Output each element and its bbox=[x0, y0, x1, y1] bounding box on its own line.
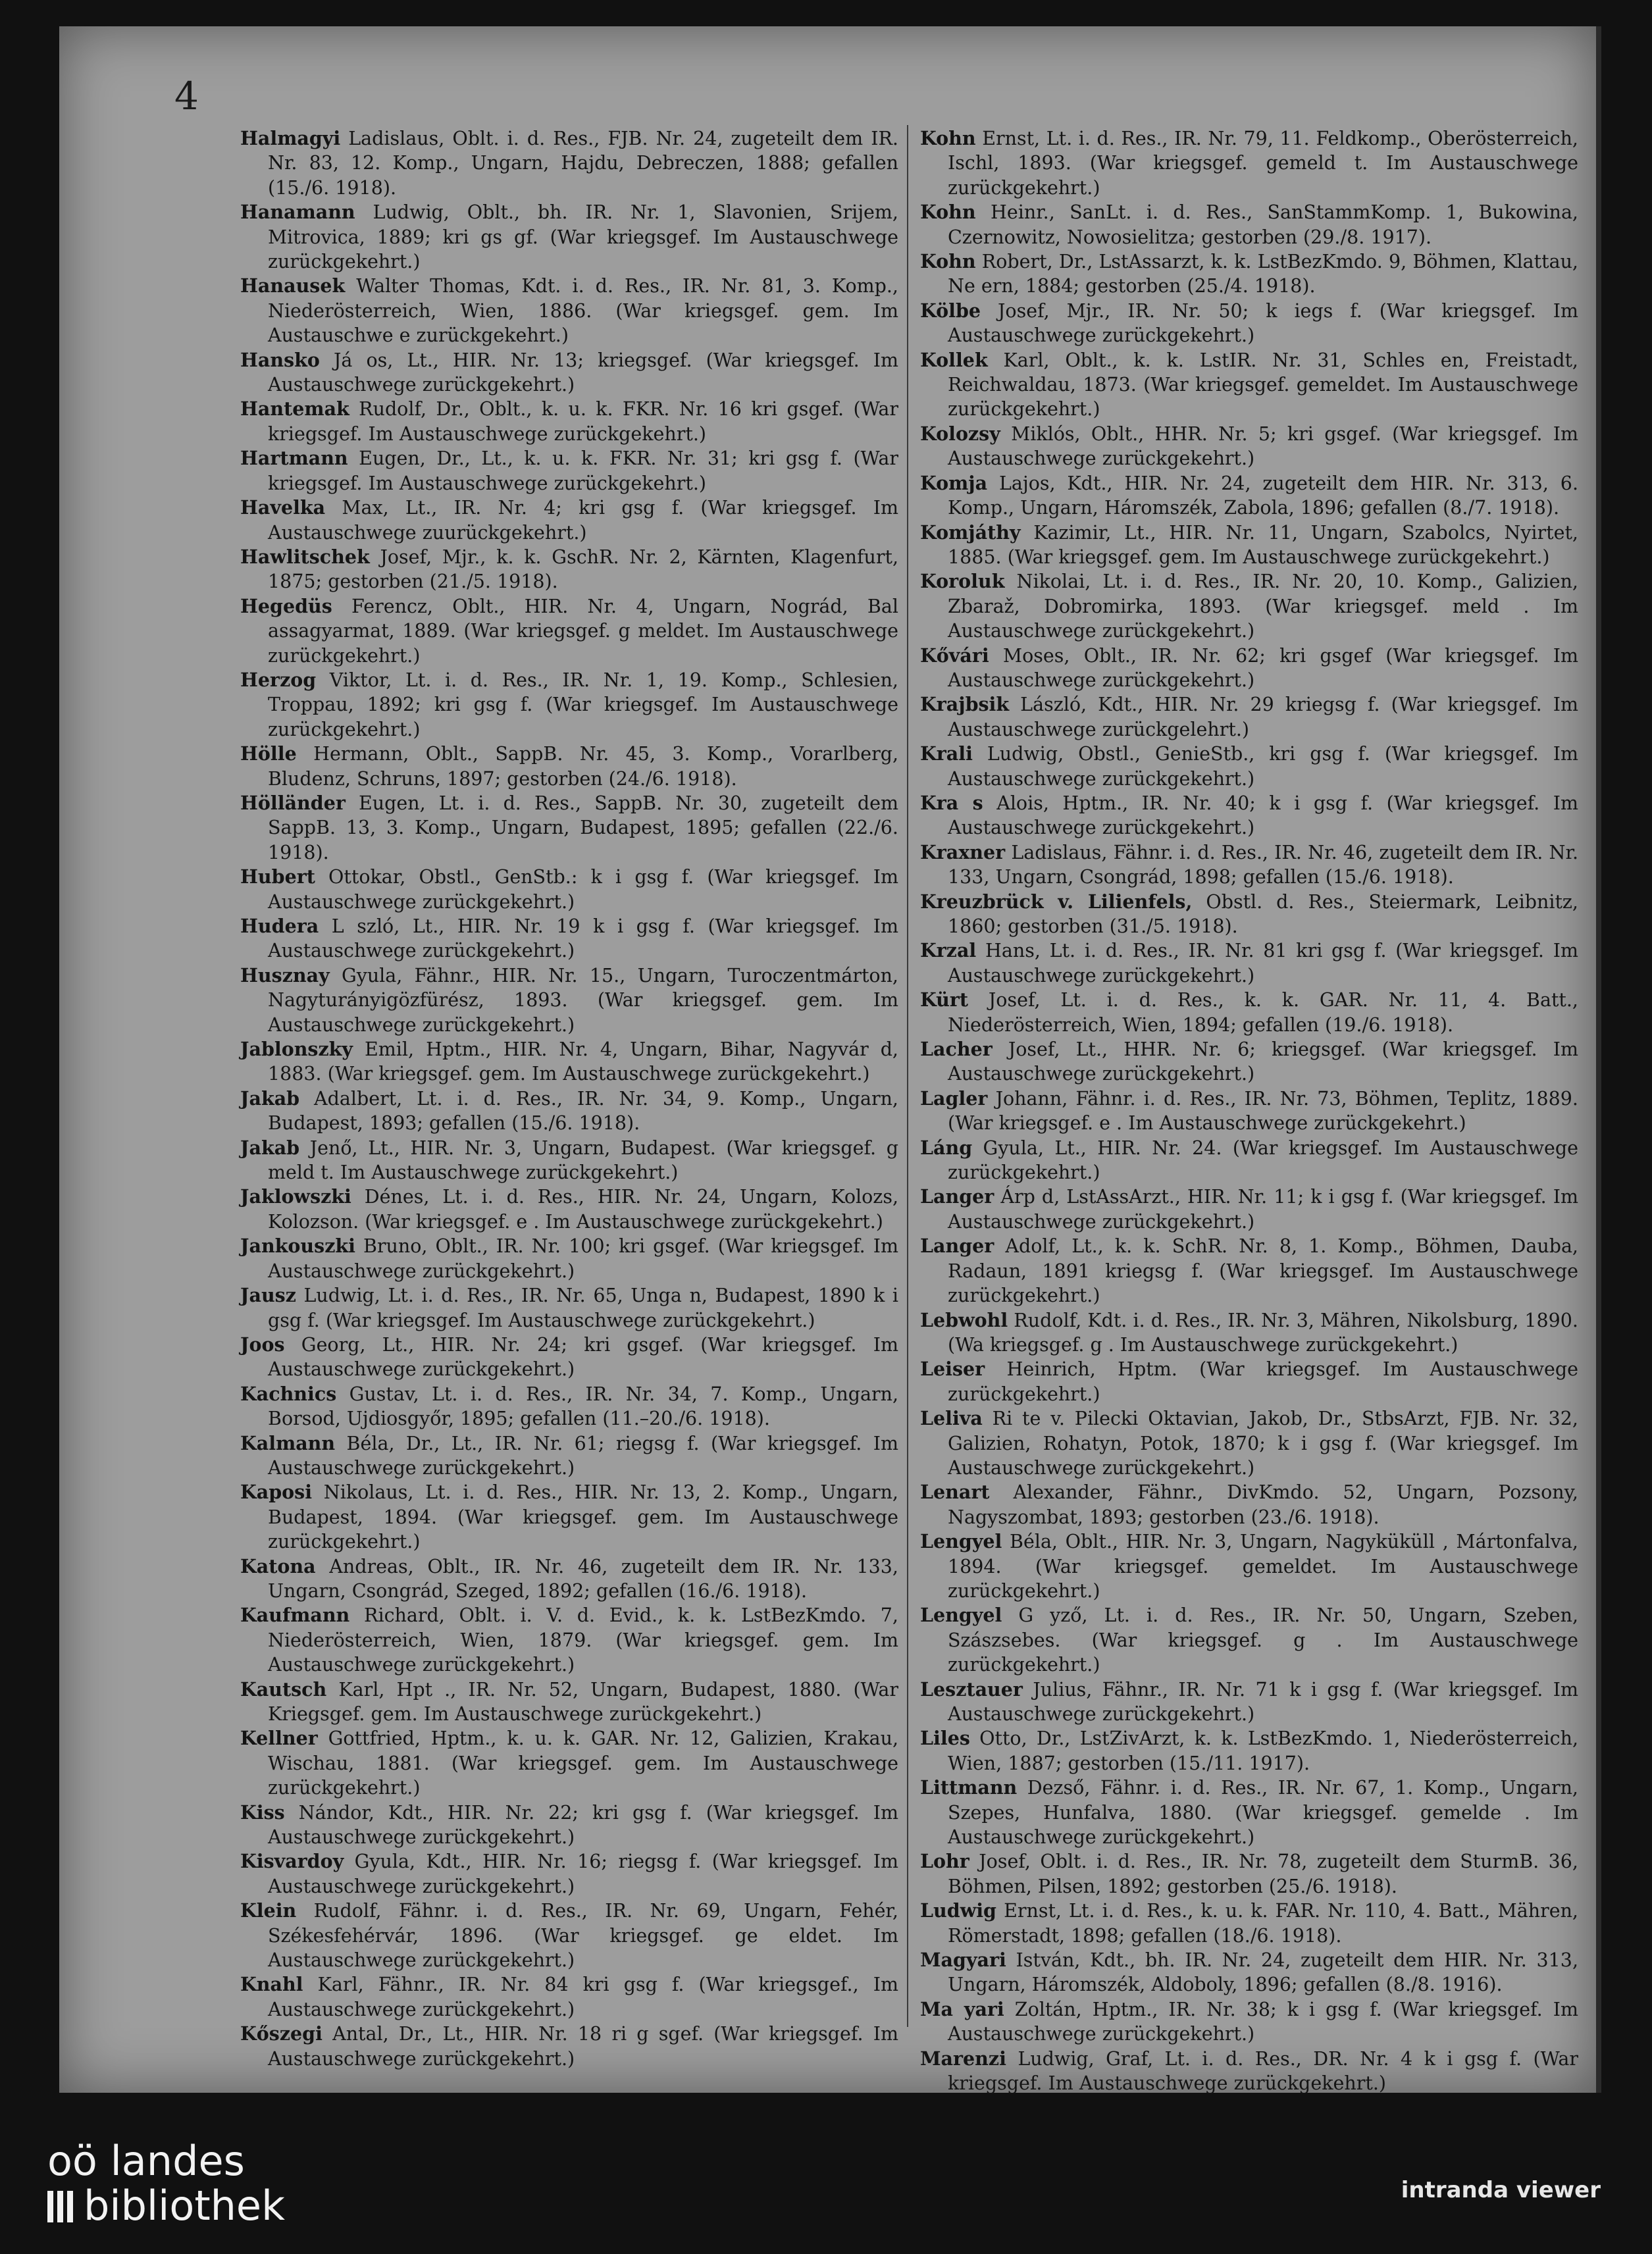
entry-surname: Hanausek bbox=[240, 274, 346, 297]
entry-details: Emil, Hptm., HIR. Nr. 4, Ungarn, Bihar, Nagyvár d, 1883. (War kriegsgef. gem. Im Austauschwege zurückgekehrt.) bbox=[268, 1038, 898, 1085]
register-entry bbox=[920, 2047, 1578, 2096]
entry-surname: Kautsch bbox=[240, 1678, 327, 1701]
register-entry bbox=[920, 1406, 1578, 1480]
entry-surname: Kőszegi bbox=[240, 2022, 323, 2045]
register-entry bbox=[920, 299, 1578, 348]
entry-details: Heinr., SanLt. i. d. Res., SanStammKomp. 1, Bukowina, Czernowitz, Nowosielitza; gestorben (29./8. 1917). bbox=[948, 201, 1578, 248]
entry-surname: Lacher bbox=[920, 1038, 993, 1061]
entry-details: Karl, Hpt ., IR. Nr. 52, Ungarn, Budapest, 1880. (War Kriegsgef. gem. Im Austauschwege zurückgekehrt.) bbox=[268, 1678, 898, 1725]
library-logo[interactable] bbox=[47, 2139, 285, 2228]
entry-surname: Hartmann bbox=[240, 447, 348, 470]
entry-details: Ferencz, Oblt., HIR. Nr. 4, Ungarn, Nográd, Bal assagyarmat, 1889. (War kriegsgef. g meldet. Im Austauschwege zurückgekehrt.) bbox=[268, 595, 898, 667]
entry-surname: Halmagyi bbox=[240, 127, 341, 149]
entry-details: Heinrich, Hptm. (War kriegsgef. Im Austauschwege zurückgekehrt.) bbox=[948, 1358, 1578, 1405]
entry-surname: Lohr bbox=[920, 1850, 969, 1873]
register-entry bbox=[920, 938, 1578, 988]
register-entry bbox=[240, 446, 898, 496]
entry-surname: Langer bbox=[920, 1185, 994, 1208]
register-entry bbox=[920, 521, 1578, 570]
register-entry bbox=[920, 1776, 1578, 1849]
register-entry bbox=[920, 1480, 1578, 1529]
right-column bbox=[920, 126, 1578, 2096]
entry-surname: Herzog bbox=[240, 668, 317, 691]
entry-surname: Marenzi bbox=[920, 2047, 1006, 2070]
register-entry bbox=[240, 1283, 898, 1333]
entry-surname: Jablonszky bbox=[240, 1038, 353, 1061]
register-entry bbox=[920, 126, 1578, 200]
entry-details: G yző, Lt. i. d. Res., IR. Nr. 50, Ungarn, Szeben, Szászsebes. (War kriegsgef. g . Im Austauschwege zurückgekehrt.) bbox=[948, 1604, 1578, 1676]
entry-details: Já os, Lt., HIR. Nr. 13; kriegsgef. (War kriegsgef. Im Austauschwege zurückgekehrt.) bbox=[268, 349, 898, 396]
entry-surname: Krajbsik bbox=[920, 693, 1010, 716]
register-entry bbox=[240, 594, 898, 668]
entry-surname: Kisvardoy bbox=[240, 1850, 344, 1873]
entry-surname: Havelka bbox=[240, 496, 326, 519]
register-entry bbox=[240, 1234, 898, 1283]
entry-details: Josef, Lt., HHR. Nr. 6; kriegsgef. (War kriegsgef. Im Austauschwege zurückgekehrt.) bbox=[948, 1038, 1578, 1085]
entry-details: Eugen, Lt. i. d. Res., SappB. Nr. 30, zugeteilt dem SappB. 13, 3. Komp., Ungarn, Budapest, 1895; gefallen (22./6. 1918). bbox=[268, 792, 898, 863]
entry-surname: Lagler bbox=[920, 1087, 988, 1110]
register-entry bbox=[920, 1087, 1578, 1136]
entry-surname: Komja bbox=[920, 471, 988, 494]
entry-surname: Kaposi bbox=[240, 1481, 313, 1504]
entry-surname: Kürt bbox=[920, 988, 969, 1012]
entry-surname: Hegedüs bbox=[240, 594, 332, 617]
entry-details: Ludwig, Oblt., bh. IR. Nr. 1, Slavonien, Srijem, Mitrovica, 1889; kri gs gf. (War kriegsgef. Im Austauschwege zurückgekehrt.) bbox=[268, 201, 898, 273]
entry-surname: Liles bbox=[920, 1727, 970, 1750]
entry-details: Béla, Oblt., HIR. Nr. 3, Ungarn, Nagyküküll , Mártonfalva, 1894. (War kriegsgef. gemeldet. Im Austauschwege zurückgekehrt.) bbox=[948, 1531, 1578, 1602]
entry-surname: Ludwig bbox=[920, 1899, 996, 1922]
entry-details: Árp d, LstAssArzt., HIR. Nr. 11; k i gsg f. (War kriegsgef. Im Austauschwege zurückgekehrt.) bbox=[948, 1186, 1578, 1233]
register-entry bbox=[240, 1333, 898, 1382]
entry-surname: Lengyel bbox=[920, 1530, 1002, 1553]
entry-surname: Kreuzbrück v. Lilienfels, bbox=[920, 890, 1193, 913]
register-entry bbox=[240, 1603, 898, 1677]
entry-surname: Láng bbox=[920, 1136, 973, 1159]
entry-details: Rudolf, Fähnr. i. d. Res., IR. Nr. 69, Ungarn, Fehér, Székesfehérvár, 1896. (War kriegsgef. ge eldet. Im Austauschwege zurückgekehrt.) bbox=[268, 1900, 898, 1972]
entry-details: L szló, Lt., HIR. Nr. 19 k i gsg f. (War kriegsgef. Im Austauschwege zurückgekehrt.) bbox=[268, 915, 898, 962]
viewer-label[interactable]: intranda viewer bbox=[1401, 2177, 1601, 2203]
entry-details: Ernst, Lt. i. d. Res., IR. Nr. 79, 11. Feldkomp., Oberösterreich, Ischl, 1893. (War kriegsgef. gemeld t. Im Austauschwege zurückgekehrt.) bbox=[948, 128, 1578, 199]
entry-details: Josef, Mjr., IR. Nr. 50; k iegs f. (War kriegsgef. Im Austauschwege zurückgekehrt.) bbox=[948, 299, 1578, 347]
entry-surname: Lenart bbox=[920, 1481, 990, 1504]
entry-details: Kazimir, Lt., HIR. Nr. 11, Ungarn, Szabolcs, Nyirtet, 1885. (War kriegsgef. gem. Im Austauschwege zurückgekehrt.) bbox=[948, 521, 1578, 568]
register-entry bbox=[240, 1087, 898, 1136]
entry-surname: Kra s bbox=[920, 791, 983, 814]
register-entry bbox=[920, 1997, 1578, 2047]
entry-surname: Husznay bbox=[240, 963, 330, 986]
register-entry bbox=[240, 1136, 898, 1185]
register-entry bbox=[240, 1801, 898, 1850]
entry-surname: Kollek bbox=[920, 348, 988, 371]
entry-details: Rudolf, Dr., Oblt., k. u. k. FKR. Nr. 16 kri gsgef. (War kriegsgef. Im Austauschwege zurückgekehrt.) bbox=[268, 398, 898, 445]
entry-details: Adalbert, Lt. i. d. Res., IR. Nr. 34, 9. Komp., Ungarn, Budapest, 1893; gefallen (15./6. 1918). bbox=[268, 1087, 898, 1135]
entry-details: Andreas, Oblt., IR. Nr. 46, zugeteilt dem IR. Nr. 133, Ungarn, Csongrád, Szeged, 1892; gefallen (16./6. 1918). bbox=[268, 1555, 898, 1602]
register-entry bbox=[920, 742, 1578, 791]
entry-surname: Leliva bbox=[920, 1407, 983, 1430]
entry-surname: Kolozsy bbox=[920, 422, 1000, 445]
entry-details: Viktor, Lt. i. d. Res., IR. Nr. 1, 19. Komp., Schlesien, Troppau, 1892; kri gsg f. (War kriegsgef. Im Austauschwege zurückgekehrt.) bbox=[268, 669, 898, 740]
entry-details: Ladislaus, Oblt. i. d. Res., FJB. Nr. 24, zugeteilt dem IR. Nr. 83, 12. Komp., Ungarn, Hajdu, Debreczen, 1888; gefallen (15./6. 1918). bbox=[268, 128, 898, 199]
register-entry bbox=[240, 1185, 898, 1234]
entry-surname: Hubert bbox=[240, 865, 315, 888]
register-entry bbox=[920, 1849, 1578, 1899]
entry-details: Josef, Oblt. i. d. Res., IR. Nr. 78, zugeteilt dem SturmB. 36, Böhmen, Pilsen, 1892; gestorben (25./6. 1918). bbox=[948, 1851, 1578, 1897]
register-entry bbox=[240, 1037, 898, 1087]
register-entry bbox=[920, 1234, 1578, 1308]
left-column bbox=[240, 126, 898, 2071]
entry-details: Nikolai, Lt. i. d. Res., IR. Nr. 20, 10. Komp., Galizien, Zbaraž, Dobromirka, 1893. (War kriegsgef. meld . Im Austauschwege zurückgekehrt.) bbox=[948, 571, 1578, 642]
register-entry bbox=[920, 348, 1578, 422]
entry-details: Antal, Dr., Lt., HIR. Nr. 18 ri g sgef. (War kriegsgef. Im Austauschwege zurückgekehrt.) bbox=[268, 2023, 898, 2070]
entry-surname: Klein bbox=[240, 1899, 297, 1922]
register-entry bbox=[240, 742, 898, 791]
entry-details: Josef, Mjr., k. k. GschR. Nr. 2, Kärnten, Klagenfurt, 1875; gestorben (21./5. 1918). bbox=[268, 546, 898, 593]
entry-details: Hermann, Oblt., SappB. Nr. 45, 3. Komp., Vorarlberg, Bludenz, Schruns, 1897; gestorben (24./6. 1918). bbox=[268, 743, 898, 790]
entry-surname: Katona bbox=[240, 1554, 316, 1577]
entry-surname: Komjáthy bbox=[920, 521, 1021, 544]
register-entry bbox=[240, 1849, 898, 1899]
page-number: 4 bbox=[174, 74, 199, 118]
entry-details: Lajos, Kdt., HIR. Nr. 24, zugeteilt dem HIR. Nr. 313, 6. Komp., Ungarn, Háromszék, Zabola, 1896; gefallen (8./7. 1918). bbox=[948, 472, 1578, 519]
entry-surname: Hudera bbox=[240, 915, 319, 937]
register-entry bbox=[920, 471, 1578, 521]
register-entry bbox=[240, 1899, 898, 1972]
entry-surname: Kohn bbox=[920, 127, 976, 149]
entry-details: István, Kdt., bh. IR. Nr. 24, zugeteilt dem HIR. Nr. 313, Ungarn, Háromszék, Aldoboly, 1896; gefallen (8./8. 1916). bbox=[948, 1949, 1578, 1996]
entry-surname: Hölle bbox=[240, 742, 297, 765]
register-entry bbox=[240, 1382, 898, 1431]
entry-surname: Kohn bbox=[920, 250, 976, 273]
register-entry bbox=[920, 1308, 1578, 1358]
entry-details: Walter Thomas, Kdt. i. d. Res., IR. Nr. 81, 3. Komp., Niederösterreich, Wien, 1886. (War kriegsgef. gem. Im Austauschwe e zurückgekehrt.) bbox=[268, 275, 898, 347]
entry-surname: Lebwohl bbox=[920, 1308, 1008, 1331]
entry-surname: Jankouszki bbox=[240, 1235, 355, 1258]
entry-surname: Jakab bbox=[240, 1087, 300, 1110]
entry-details: Gottfried, Hptm., k. u. k. GAR. Nr. 12, Galizien, Krakau, Wischau, 1881. (War kriegsgef. gem. Im Austauschwege zurückgekehrt.) bbox=[268, 1728, 898, 1799]
entry-details: Otto, Dr., LstZivArzt, k. k. LstBezKmdo. 1, Niederösterreich, Wien, 1887; gestorben (15./11. 1917). bbox=[948, 1728, 1578, 1774]
entry-details: Dezső, Fähnr. i. d. Res., IR. Nr. 67, 1. Komp., Ungarn, Szepes, Hunfalva, 1880. (War kriegsgef. gemelde . Im Austauschwege zurückgekehrt.) bbox=[948, 1777, 1578, 1849]
entry-surname: Littmann bbox=[920, 1776, 1018, 1799]
entry-details: Ludwig, Obstl., GenieStb., kri gsg f. (War kriegsgef. Im Austauschwege zurückgekehrt.) bbox=[948, 743, 1578, 790]
register-entry bbox=[240, 1972, 898, 2022]
entry-details: Obstl. d. Res., Steiermark, Leibnitz, 1860; gestorben (31./5. 1918). bbox=[948, 890, 1578, 937]
entry-surname: Kiss bbox=[240, 1801, 285, 1824]
register-entry bbox=[240, 1726, 898, 1800]
register-entry bbox=[920, 840, 1578, 890]
entry-details: Dénes, Lt. i. d. Res., HIR. Nr. 24, Ungarn, Kolozs, Kolozson. (War kriegsgef. e . Im Austauschwege zurückgekehrt.) bbox=[268, 1186, 898, 1233]
register-entry bbox=[240, 791, 898, 865]
entry-details: Zoltán, Hptm., IR. Nr. 38; k i gsg f. (War kriegsgef. Im Austauschwege zurückgekehrt.) bbox=[948, 1998, 1579, 2045]
entry-details: Hans, Lt. i. d. Res., IR. Nr. 81 kri gsg f. (War kriegsgef. Im Austauschwege zurückgekehrt.) bbox=[948, 940, 1578, 986]
entry-surname: Krali bbox=[920, 742, 973, 765]
register-entry bbox=[920, 1726, 1578, 1776]
register-entry bbox=[240, 668, 898, 742]
entry-details: Bruno, Oblt., IR. Nr. 100; kri gsgef. (War kriegsgef. Im Austauschwege zurückgekehrt.) bbox=[268, 1235, 898, 1282]
register-entry bbox=[240, 914, 898, 963]
register-entry bbox=[240, 1678, 898, 1727]
entry-details: Julius, Fähnr., IR. Nr. 71 k i gsg f. (War kriegsgef. Im Austauschwege zurückgekehrt.) bbox=[948, 1678, 1578, 1725]
entry-surname: Krzal bbox=[920, 939, 977, 962]
entry-details: Alois, Hptm., IR. Nr. 40; k i gsg f. (War kriegsgef. Im Austauschwege zurückgekehrt.) bbox=[948, 792, 1578, 839]
entry-details: Ottokar, Obstl., GenStb.: k i gsg f. (War kriegsgef. Im Austauschwege zurückgekehrt.) bbox=[268, 866, 898, 913]
entry-surname: Hanamann bbox=[240, 201, 355, 224]
entry-details: Robert, Dr., LstAssarzt, k. k. LstBezKmdo. 9, Böhmen, Klattau, Ne ern, 1884; gestorben (25./4. 1918). bbox=[948, 251, 1578, 297]
entry-details: Ernst, Lt. i. d. Res., k. u. k. FAR. Nr. 110, 4. Batt., Mähren, Römerstadt, 1898; gefallen (18./6. 1918). bbox=[948, 1900, 1578, 1947]
register-entry bbox=[920, 1185, 1578, 1234]
entry-details: László, Kdt., HIR. Nr. 29 kriegsg f. (War kriegsgef. Im Austauschwege zurückgelehrt.) bbox=[948, 694, 1578, 740]
entry-surname: Hansko bbox=[240, 348, 320, 371]
logo-line-1: oö landes bbox=[47, 2137, 245, 2185]
register-entry bbox=[240, 2022, 898, 2071]
entry-details: Moses, Oblt., IR. Nr. 62; kri gsgef (War kriegsgef. Im Austauschwege zurückgekehrt.) bbox=[948, 644, 1578, 691]
entry-surname: Kaufmann bbox=[240, 1604, 350, 1627]
register-entry bbox=[920, 1529, 1578, 1603]
entry-details: Ri te v. Pilecki Oktavian, Jakob, Dr., StbsArzt, FJB. Nr. 32, Galizien, Rohatyn, Potok, 1870; k i gsg f. (War kriegsgef. Im Austauschwege zurückgekehrt.) bbox=[948, 1408, 1578, 1479]
entry-surname: Kővári bbox=[920, 644, 989, 667]
entry-surname: Jaklowszki bbox=[240, 1185, 351, 1208]
register-entry bbox=[920, 1678, 1578, 1727]
entry-surname: Kellner bbox=[240, 1727, 318, 1750]
register-entry bbox=[240, 1431, 898, 1481]
entry-surname: Knahl bbox=[240, 1973, 303, 1996]
entry-details: Nándor, Kdt., HIR. Nr. 22; kri gsg f. (War kriegsgef. Im Austauschwege zurückgekehrt.) bbox=[268, 1801, 898, 1849]
register-entry bbox=[920, 1603, 1578, 1677]
entry-details: Karl, Fähnr., IR. Nr. 84 kri gsg f. (War kriegsgef., Im Austauschwege zurückgekehrt.) bbox=[268, 1974, 898, 2020]
entry-surname: Leiser bbox=[920, 1358, 985, 1381]
register-entry bbox=[920, 692, 1578, 742]
entry-surname: Langer bbox=[920, 1235, 994, 1258]
register-entry bbox=[920, 1037, 1578, 1087]
register-entry bbox=[920, 249, 1578, 299]
entry-surname: Koroluk bbox=[920, 570, 1005, 593]
entry-details: Jenő, Lt., HIR. Nr. 3, Ungarn, Budapest. (War kriegsgef. g meld t. Im Austauschwege zurückgekehrt.) bbox=[268, 1137, 898, 1184]
entry-details: Max, Lt., IR. Nr. 4; kri gsg f. (War kriegsgef. Im Austauschwege zuurückgekehrt.) bbox=[268, 497, 898, 544]
entry-surname: Kalmann bbox=[240, 1431, 336, 1454]
register-entry bbox=[920, 988, 1578, 1037]
entry-details: Eugen, Dr., Lt., k. u. k. FKR. Nr. 31; kri gsg f. (War kriegsgef. Im Austauschwege zurückgekehrt.) bbox=[268, 448, 898, 494]
register-entry bbox=[920, 422, 1578, 471]
entry-surname: Ma yari bbox=[920, 1997, 1004, 2020]
register-entry bbox=[240, 274, 898, 347]
register-entry bbox=[920, 200, 1578, 249]
entry-details: Gyula, Kdt., HIR. Nr. 16; riegsg f. (War kriegsgef. Im Austauschwege zurückgekehrt.) bbox=[268, 1851, 898, 1897]
entry-surname: Jausz bbox=[240, 1284, 296, 1307]
entry-surname: Hölländer bbox=[240, 791, 346, 814]
register-entry bbox=[240, 963, 898, 1037]
entry-details: Nikolaus, Lt. i. d. Res., HIR. Nr. 13, 2. Komp., Ungarn, Budapest, 1894. (War kriegsgef. gem. Im Austauschwege zurückgekehrt.) bbox=[268, 1481, 898, 1553]
register-entry bbox=[240, 126, 898, 200]
entry-details: Béla, Dr., Lt., IR. Nr. 61; riegsg f. (War kriegsgef. Im Austauschwege zurückgekehrt.) bbox=[268, 1432, 898, 1479]
register-entry bbox=[240, 348, 898, 397]
entry-details: Miklós, Oblt., HHR. Nr. 5; kri gsgef. (War kriegsgef. Im Austauschwege zurückgekehrt.) bbox=[948, 423, 1578, 470]
register-entry bbox=[920, 1948, 1578, 1997]
register-entry bbox=[920, 791, 1578, 840]
entry-details: Josef, Lt. i. d. Res., k. k. GAR. Nr. 11, 4. Batt., Niederösterreich, Wien, 1894; gefallen (19./6. 1918). bbox=[948, 989, 1578, 1036]
entry-details: Ludwig, Graf, Lt. i. d. Res., DR. Nr. 4 k i gsg f. (War kriegsgef. Im Austauschwege zurückgekehrt.) bbox=[948, 2047, 1578, 2095]
entry-details: Gustav, Lt. i. d. Res., IR. Nr. 34, 7. Komp., Ungarn, Borsod, Ujdiosgyőr, 1895; gefallen (11.–20./6. 1918). bbox=[268, 1383, 898, 1430]
entry-surname: Hantemak bbox=[240, 397, 349, 421]
entry-surname: Hawlitschek bbox=[240, 545, 370, 568]
register-entry bbox=[920, 1136, 1578, 1185]
register-entry bbox=[240, 545, 898, 594]
column-divider bbox=[907, 125, 908, 2027]
entry-details: Ladislaus, Fähnr. i. d. Res., IR. Nr. 46, zugeteilt dem IR. Nr. 133, Ungarn, Csongrád, 1898; gefallen (15./6. 1918). bbox=[948, 841, 1578, 888]
entry-details: Rudolf, Kdt. i. d. Res., IR. Nr. 3, Mähren, Nikolsburg, 1890. (Wa kriegsgef. g . Im Austauschwege zurückgekehrt.) bbox=[948, 1309, 1578, 1356]
entry-details: Karl, Oblt., k. k. LstIR. Nr. 31, Schles en, Freistadt, Reichwaldau, 1873. (War kriegsgef. gemeldet. Im Austauschwege zurückgekehrt.) bbox=[948, 349, 1578, 421]
register-entry bbox=[240, 496, 898, 545]
register-entry bbox=[240, 200, 898, 274]
entry-surname: Kölbe bbox=[920, 299, 981, 322]
entry-surname: Joos bbox=[240, 1333, 285, 1356]
register-entry bbox=[240, 1480, 898, 1554]
logo-line-2-wrap bbox=[47, 2184, 285, 2228]
register-entry bbox=[920, 569, 1578, 643]
entry-details: Alexander, Fähnr., DivKmdo. 52, Ungarn, Pozsony, Nagyszombat, 1893; gestorben (23./6. 1918). bbox=[948, 1481, 1578, 1528]
register-entry bbox=[920, 1357, 1578, 1406]
document-page bbox=[59, 26, 1601, 2093]
register-entry bbox=[240, 397, 898, 446]
entry-surname: Kachnics bbox=[240, 1382, 337, 1405]
register-entry bbox=[920, 1899, 1578, 1948]
entry-details: Georg, Lt., HIR. Nr. 24; kri gsgef. (War kriegsgef. Im Austauschwege zurückgekehrt.) bbox=[268, 1333, 898, 1381]
logo-line-2: bibliothek bbox=[84, 2182, 285, 2230]
entry-surname: Lengyel bbox=[920, 1604, 1002, 1627]
register-entry bbox=[920, 890, 1578, 939]
register-entry bbox=[240, 1554, 898, 1604]
register-entry bbox=[240, 865, 898, 914]
entry-details: Johann, Fähnr. i. d. Res., IR. Nr. 73, Böhmen, Teplitz, 1889. (War kriegsgef. e . Im Austauschwege zurückgekehrt.) bbox=[948, 1087, 1578, 1135]
entry-details: Ludwig, Lt. i. d. Res., IR. Nr. 65, Unga n, Budapest, 1890 k i gsg f. (War kriegsgef. Im Austauschwege zurückgekehrt.) bbox=[268, 1285, 898, 1331]
entry-details: Gyula, Fähnr., HIR. Nr. 15., Ungarn, Turoczentmárton, Nagyturányigözfürész, 1893. (War kriegsgef. gem. Im Austauschwege zurückgekehrt.) bbox=[268, 964, 898, 1036]
entry-details: Adolf, Lt., k. k. SchR. Nr. 8, 1. Komp., Böhmen, Dauba, Radaun, 1891 kriegsg f. (War kriegsgef. Im Austauschwege zurückgekehrt.) bbox=[948, 1235, 1578, 1307]
entry-details: Richard, Oblt. i. V. d. Evid., k. k. LstBezKmdo. 7, Niederösterreich, Wien, 1879. (War kriegsgef. gem. Im Austauschwege zurückgekehrt.) bbox=[268, 1604, 898, 1676]
entry-surname: Kraxner bbox=[920, 840, 1006, 863]
entry-surname: Jakab bbox=[240, 1136, 300, 1159]
entry-surname: Lesztauer bbox=[920, 1678, 1023, 1701]
entry-surname: Magyari bbox=[920, 1949, 1006, 1972]
entry-surname: Kohn bbox=[920, 201, 976, 224]
logo-bars-icon bbox=[47, 2184, 77, 2228]
register-entry bbox=[920, 644, 1578, 693]
entry-details: Gyula, Lt., HIR. Nr. 24. (War kriegsgef. Im Austauschwege zurückgekehrt.) bbox=[948, 1137, 1578, 1184]
